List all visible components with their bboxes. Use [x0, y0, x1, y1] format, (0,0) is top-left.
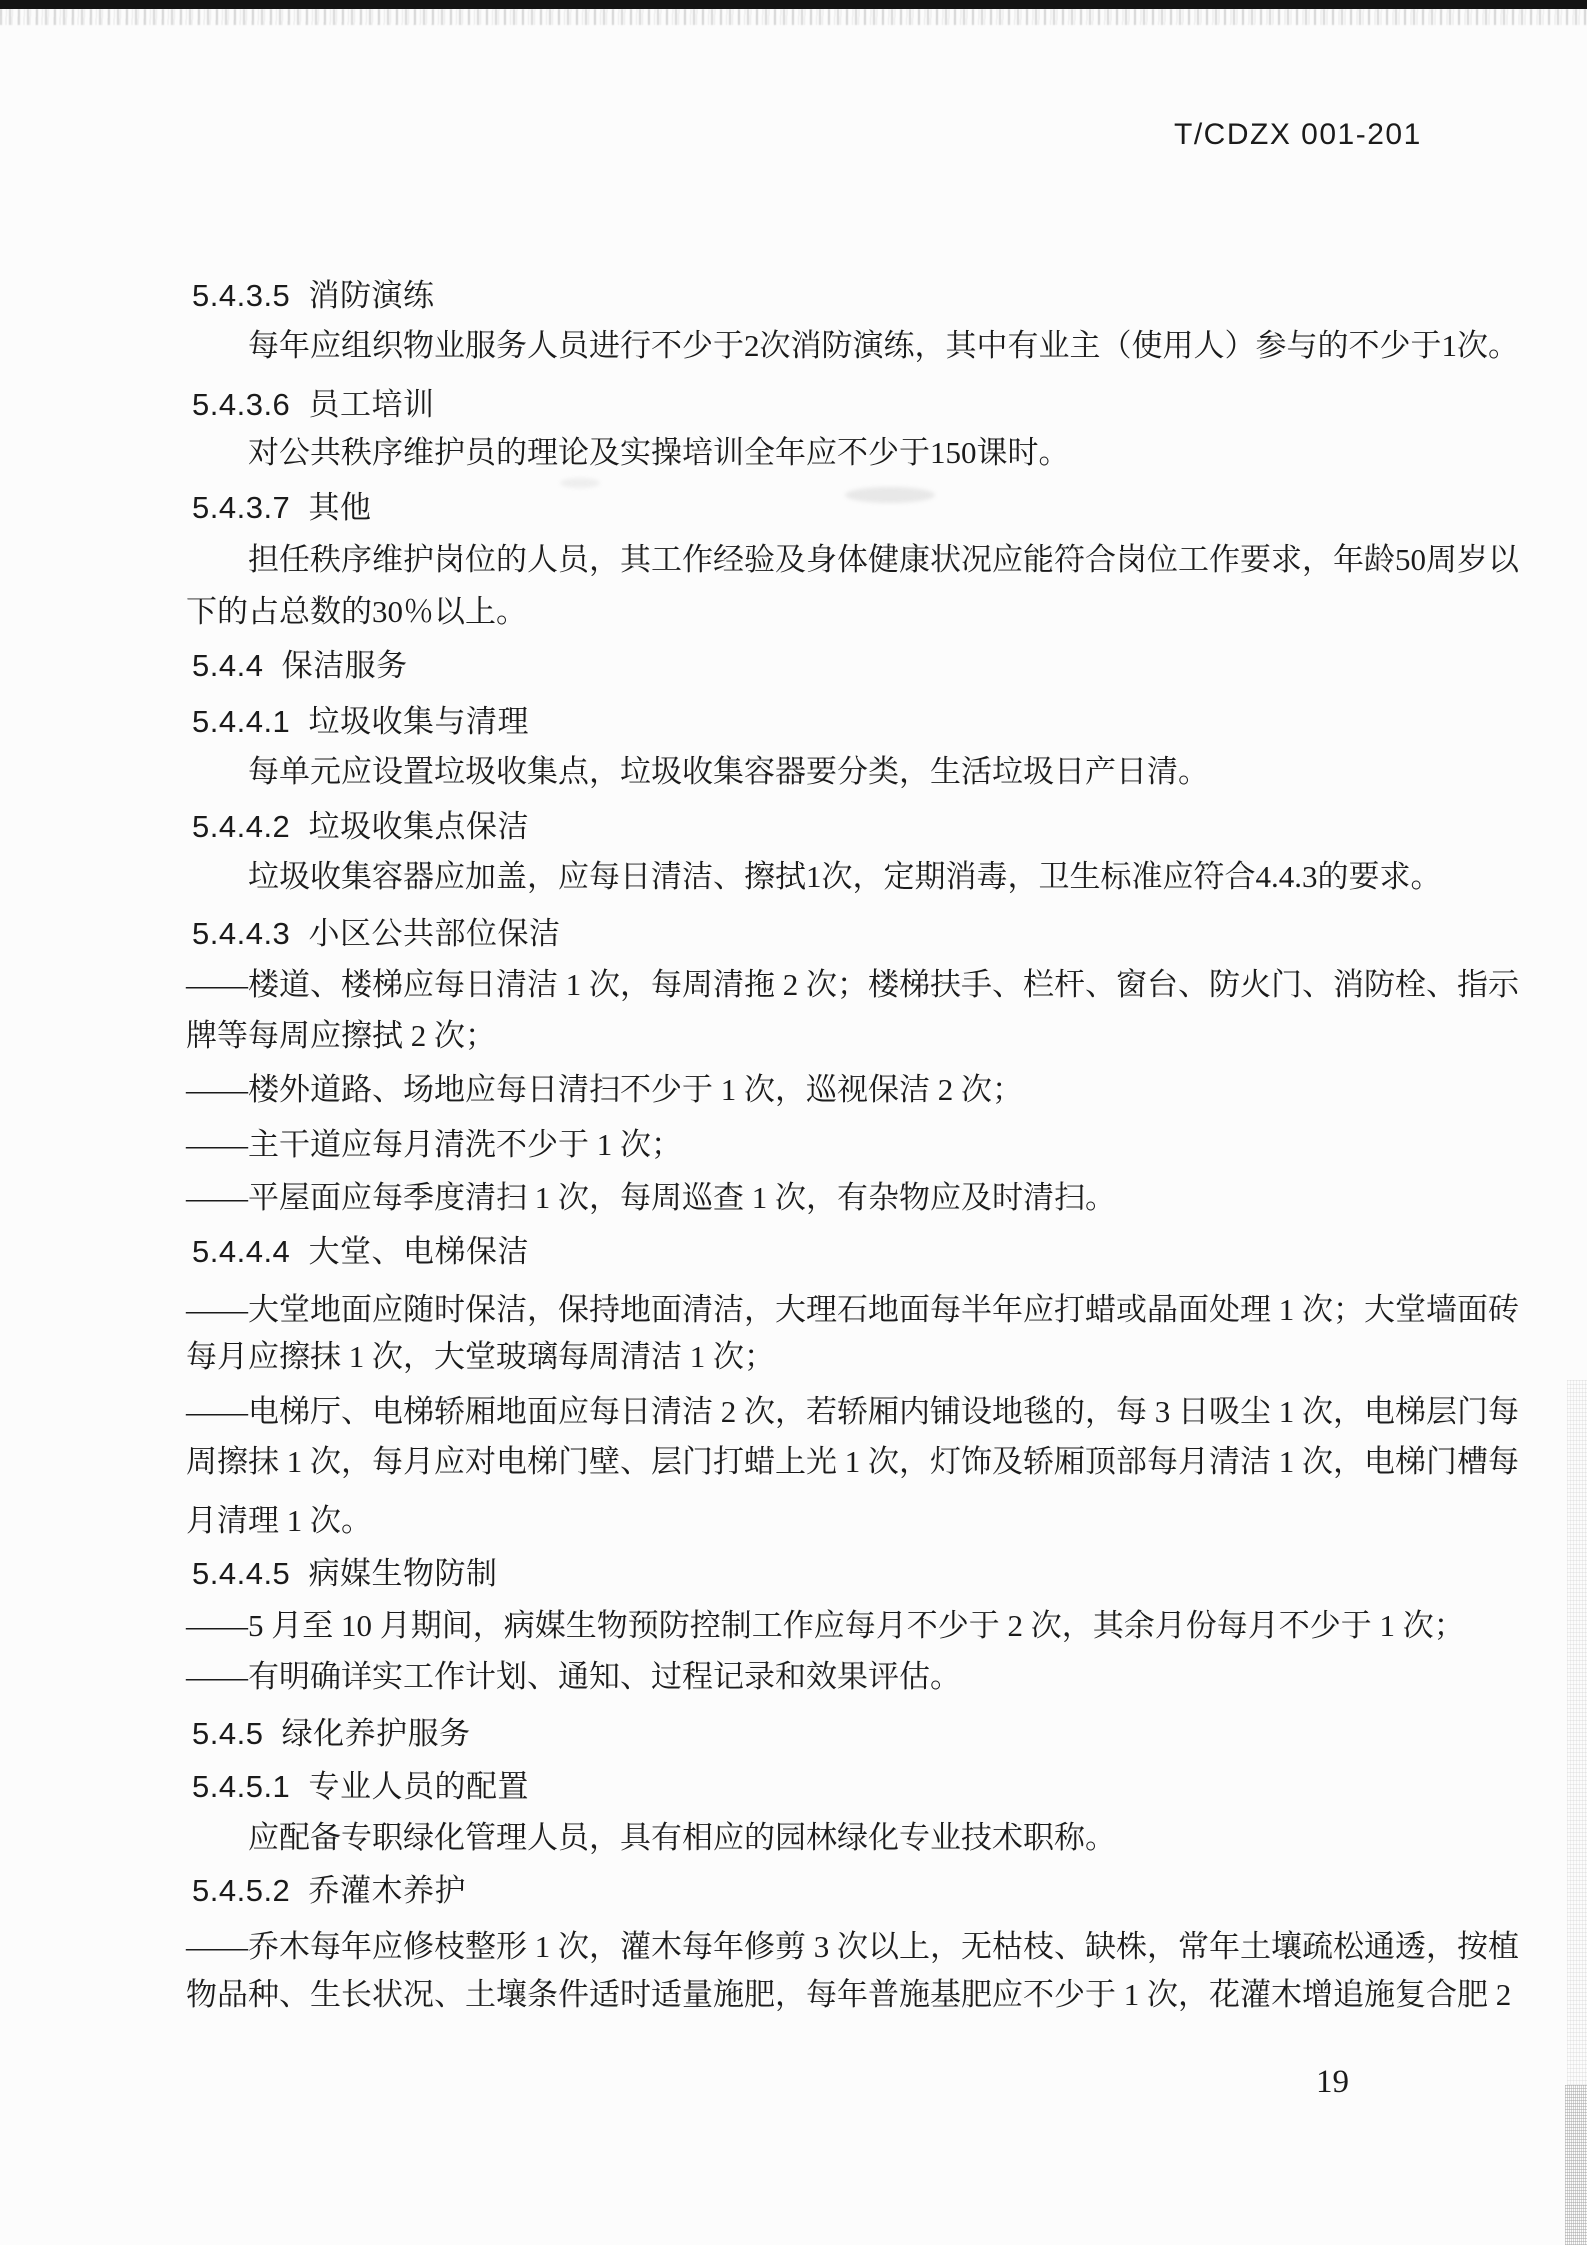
dash-list-item: ——电梯厅、电梯轿厢地面应每日清洁 2 次，若轿厢内铺设地毯的，每 3 日吸尘 1 次，电梯层门每 — [186, 1394, 1519, 1429]
heading-5-4-4-5: 5.4.4.5 病媒生物防制 — [192, 1556, 498, 1591]
scan-artifact-right-edge-dense — [1565, 2085, 1587, 2245]
dash-list-item: ——乔木每年应修枝整形 1 次，灌木每年修剪 3 次以上，无枯枝、缺株，常年土壤疏松通透，按植 — [186, 1929, 1519, 1964]
body-line: 周擦抹 1 次，每月应对电梯门壁、层门打蜡上光 1 次，灯饰及轿厢顶部每月清洁 1 次，电梯门槽每 — [186, 1444, 1519, 1479]
body-line: 垃圾收集容器应加盖，应每日清洁、擦拭1次，定期消毒，卫生标准应符合4.4.3的要求。 — [248, 859, 1442, 894]
heading-5-4-4-3: 5.4.4.3 小区公共部位保洁 — [192, 916, 561, 951]
dash-list-item: ——楼道、楼梯应每日清洁 1 次，每周清拖 2 次；楼梯扶手、栏杆、窗台、防火门、消防栓、指示 — [186, 967, 1519, 1002]
heading-5-4-3-7: 5.4.3.7 其他 — [192, 490, 372, 525]
dash-list-item: ——大堂地面应随时保洁，保持地面清洁，大理石地面每半年应打蜡或晶面处理 1 次；大堂墙面砖 — [186, 1292, 1519, 1327]
page-number: 19 — [1316, 2064, 1349, 2100]
heading-5-4-5-1: 5.4.5.1 专业人员的配置 — [192, 1769, 530, 1804]
dash-list-item: ——5 月至 10 月期间，病媒生物预防控制工作应每月不少于 2 次，其余月份每月不少于 1 次； — [186, 1608, 1465, 1643]
body-line: 应配备专职绿化管理人员，具有相应的园林绿化专业技术职称。 — [248, 1820, 1116, 1855]
heading-5-4-4-4: 5.4.4.4 大堂、电梯保洁 — [192, 1234, 530, 1269]
body-line: 每年应组织物业服务人员进行不少于2次消防演练，其中有业主（使用人）参与的不少于1次。 — [248, 328, 1519, 363]
heading-5-4-4-1: 5.4.4.1 垃圾收集与清理 — [192, 704, 530, 739]
dash-list-item: ——主干道应每月清洗不少于 1 次； — [186, 1127, 682, 1162]
body-line: 物品种、生长状况、土壤条件适时适量施肥，每年普施基肥应不少于 1 次，花灌木增追施复合肥 2 — [186, 1977, 1512, 2012]
body-line: 每单元应设置垃圾收集点，垃圾收集容器要分类，生活垃圾日产日清。 — [248, 754, 1209, 789]
dash-list-item: ——平屋面应每季度清扫 1 次，每周巡查 1 次，有杂物应及时清扫。 — [186, 1180, 1116, 1215]
body-line: 月清理 1 次。 — [186, 1503, 372, 1538]
dash-list-item: ——楼外道路、场地应每日清扫不少于 1 次，巡视保洁 2 次； — [186, 1072, 1023, 1107]
body-line: 担任秩序维护岗位的人员，其工作经验及身体健康状况应能符合岗位工作要求，年龄50周岁以 — [248, 542, 1519, 577]
heading-5-4-3-5: 5.4.3.5 消防演练 — [192, 278, 435, 313]
body-line: 对公共秩序维护员的理论及实操培训全年应不少于150课时。 — [248, 435, 1070, 470]
heading-5-4-3-6: 5.4.3.6 员工培训 — [192, 387, 435, 422]
body-line: 下的占总数的30％以上。 — [186, 594, 527, 629]
body-line: 牌等每周应擦拭 2 次； — [186, 1018, 496, 1053]
dash-list-item: ——有明确详实工作计划、通知、过程记录和效果评估。 — [186, 1659, 961, 1694]
scan-artifact-smudge — [845, 487, 935, 503]
heading-5-4-5-2: 5.4.5.2 乔灌木养护 — [192, 1873, 467, 1908]
heading-5-4-5: 5.4.5 绿化养护服务 — [192, 1716, 471, 1751]
scan-artifact-smudge — [560, 478, 600, 488]
scan-artifact-top-noise — [0, 9, 1587, 25]
body-line: 每月应擦抹 1 次，大堂玻璃每周清洁 1 次； — [186, 1339, 775, 1374]
heading-5-4-4-2: 5.4.4.2 垃圾收集点保洁 — [192, 809, 530, 844]
heading-5-4-4: 5.4.4 保洁服务 — [192, 648, 408, 683]
scan-artifact-right-edge — [1567, 1380, 1587, 2085]
scan-artifact-top-edge — [0, 0, 1587, 9]
standard-number: T/CDZX 001-201 — [1174, 118, 1422, 151]
